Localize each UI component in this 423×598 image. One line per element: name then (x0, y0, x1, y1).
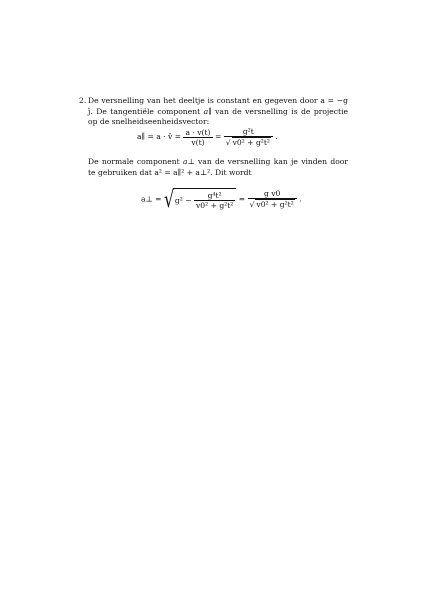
equation-tangential (137, 127, 278, 147)
dit-wordt: Dit wordt (214, 167, 252, 177)
normal-text-a: De normale component (88, 157, 180, 166)
tangent-text-a: De tangentiële component (96, 106, 201, 116)
tangent-symbol: a∥ (203, 106, 212, 116)
eq1-frac2-denominator: √ v0² + g²t² (224, 136, 273, 147)
eq2-fraction-1 (194, 191, 235, 210)
eq2-frac2-numerator: g v0 (263, 189, 281, 198)
eq2-inner-g: g² − (174, 196, 192, 205)
eq2-frac1-numerator: g⁴t² (207, 191, 222, 200)
normal-relation: a² = a∥² + a⊥². (154, 167, 213, 177)
eq2-equals: = (238, 194, 246, 204)
eq1-fraction-2 (224, 127, 273, 147)
normal-symbol: a⊥ (183, 157, 195, 166)
eq2-frac1-denominator: v0² + g²t² (195, 201, 234, 210)
eq2-fraction-2 (248, 189, 297, 209)
eq2-frac2-radicand: v0² + g²t² (256, 200, 294, 209)
accel-equation: a = −g ĵ. (88, 96, 348, 116)
eq2-radicand (173, 188, 236, 210)
normal-text (88, 157, 348, 178)
eq1-frac1-denominator: v(t) (183, 137, 212, 147)
intro-text: De versnelling van het deeltje is constant en gegeven door (88, 96, 318, 105)
eq2-big-sqrt (163, 187, 236, 213)
normal-text-b: van de versnelling kan je vinden door te gebruiken dat (88, 157, 348, 177)
eq2-lhs: a⊥ = (141, 194, 162, 204)
problem-item (79, 96, 349, 128)
problem-paragraph-1 (88, 96, 348, 128)
normal-paragraph (88, 157, 348, 178)
eq1-frac2-radicand: v0² + g²t² (232, 138, 270, 147)
eq1-equals: = (214, 132, 222, 141)
eq1-frac1-numerator: a · v(t) (185, 127, 211, 137)
eq2-end: . (299, 194, 302, 204)
radical-sign: √ (163, 187, 175, 213)
eq2-frac2-denominator: √ v0² + g²t² (248, 198, 297, 209)
eq1-fraction-1 (183, 128, 212, 147)
eq1-frac2-numerator: g²t (242, 127, 254, 136)
eq1-end: . (275, 132, 278, 141)
tangent-text-b: van de versnelling is de projectie op de snelheidseenheidsvector: (88, 106, 349, 127)
equation-normal (141, 187, 302, 213)
problem-number: 2. (79, 96, 87, 105)
eq1-lhs: a∥ = a · v̂ = (137, 132, 182, 141)
